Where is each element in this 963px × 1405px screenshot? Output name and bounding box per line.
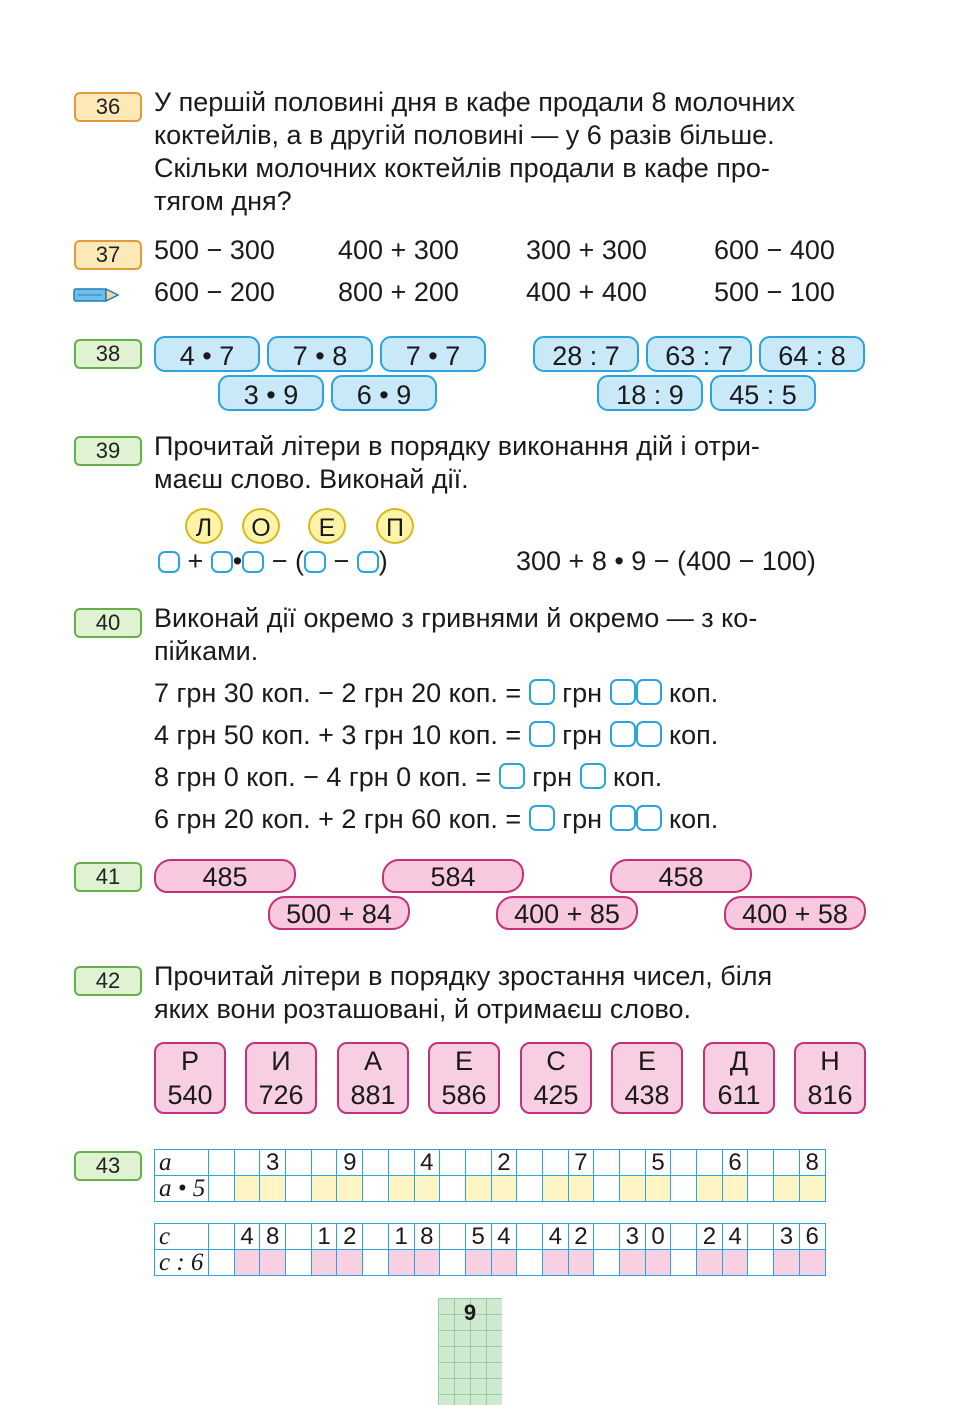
letter-circle: Л bbox=[185, 508, 223, 544]
exercise-40-text bbox=[154, 602, 874, 668]
expression-card: 7 • 7 bbox=[380, 336, 486, 372]
table-cell[interactable] bbox=[209, 1250, 235, 1276]
table-cell[interactable] bbox=[311, 1250, 337, 1276]
table-cell[interactable] bbox=[234, 1176, 260, 1202]
table-cell[interactable] bbox=[465, 1176, 491, 1202]
table-cell[interactable] bbox=[440, 1176, 466, 1202]
table-cell[interactable] bbox=[234, 1250, 260, 1276]
table-cell[interactable] bbox=[671, 1176, 697, 1202]
kop-label: коп. bbox=[613, 762, 663, 792]
row-label: a bbox=[155, 1150, 209, 1176]
exercise-number-37: 37 bbox=[74, 240, 142, 270]
letter-circle: П bbox=[376, 508, 414, 544]
table-cell bbox=[748, 1224, 774, 1250]
uah-label: грн bbox=[562, 678, 603, 708]
table-cell: 3 bbox=[774, 1224, 800, 1250]
answer-box[interactable] bbox=[580, 763, 606, 789]
card-number: 586 bbox=[441, 1080, 487, 1110]
table-cell[interactable] bbox=[337, 1176, 363, 1202]
table-cell: 3 bbox=[260, 1150, 286, 1176]
table-cell bbox=[209, 1150, 235, 1176]
table-cell: 1 bbox=[311, 1224, 337, 1250]
table-cell bbox=[363, 1150, 389, 1176]
table-cell[interactable] bbox=[388, 1250, 414, 1276]
table-cell[interactable] bbox=[671, 1250, 697, 1276]
card-letter: И bbox=[271, 1046, 291, 1076]
table-cell: 8 bbox=[414, 1224, 440, 1250]
page-number: 9 bbox=[463, 1300, 477, 1325]
card-letter: Е bbox=[454, 1046, 473, 1076]
page-number-box bbox=[438, 1298, 502, 1405]
table-cell[interactable] bbox=[774, 1250, 800, 1276]
expression-card: 400 + 85 bbox=[496, 896, 638, 930]
answer-box[interactable] bbox=[610, 721, 636, 747]
text-line: Прочитай літери в порядку зростання чисел, біля bbox=[154, 961, 773, 991]
expression: 500 − 300 bbox=[154, 235, 275, 265]
table-cell: 0 bbox=[645, 1224, 671, 1250]
exercise-36-text bbox=[154, 86, 874, 218]
expression-card: 28 : 7 bbox=[533, 336, 639, 372]
card-letter: Д bbox=[729, 1046, 749, 1076]
exercise-number-42: 42 bbox=[74, 966, 142, 996]
table-cell: 6 bbox=[799, 1224, 825, 1250]
division-table bbox=[154, 1223, 826, 1276]
row-label: c : 6 bbox=[155, 1250, 209, 1276]
exercise-42-text bbox=[154, 960, 874, 1026]
table-cell bbox=[594, 1224, 620, 1250]
number-card: 584 bbox=[382, 859, 524, 893]
money-expression: 7 грн 30 коп. − 2 грн 20 коп. = bbox=[154, 678, 522, 708]
letter-card bbox=[245, 1042, 317, 1114]
table-cell bbox=[286, 1150, 312, 1176]
table-cell bbox=[465, 1150, 491, 1176]
table-cell: 6 bbox=[722, 1150, 748, 1176]
table-cell[interactable] bbox=[440, 1250, 466, 1276]
card-letter: Р bbox=[180, 1046, 199, 1076]
money-row bbox=[154, 677, 718, 710]
table-cell[interactable] bbox=[799, 1250, 825, 1276]
letter-card bbox=[611, 1042, 683, 1114]
expression-card: 18 : 9 bbox=[597, 375, 703, 411]
answer-box[interactable] bbox=[610, 679, 636, 705]
table-cell: 4 bbox=[234, 1224, 260, 1250]
text-line: яких вони розташовані, й отримаєш слово. bbox=[154, 994, 692, 1024]
letter-circle: Е bbox=[308, 508, 346, 544]
table-cell: 1 bbox=[388, 1224, 414, 1250]
exercise-number-43: 43 bbox=[74, 1151, 142, 1181]
table-cell: 9 bbox=[337, 1150, 363, 1176]
number-card: 458 bbox=[610, 859, 752, 893]
card-number: 540 bbox=[167, 1080, 213, 1110]
expression-card: 63 : 7 bbox=[646, 336, 752, 372]
card-letter: С bbox=[546, 1046, 566, 1076]
money-expression: 4 грн 50 коп. + 3 грн 10 коп. = bbox=[154, 720, 522, 750]
table-cell[interactable] bbox=[594, 1176, 620, 1202]
table-cell[interactable] bbox=[568, 1250, 594, 1276]
row-label: c bbox=[155, 1224, 209, 1250]
expression-card: 6 • 9 bbox=[331, 375, 437, 411]
kop-label: коп. bbox=[669, 720, 719, 750]
answer-box[interactable] bbox=[357, 551, 379, 573]
expression: 600 − 200 bbox=[154, 277, 275, 307]
answer-box[interactable] bbox=[529, 679, 555, 705]
table-cell bbox=[286, 1224, 312, 1250]
table-cell[interactable] bbox=[645, 1250, 671, 1276]
letter-card bbox=[520, 1042, 592, 1114]
table-row bbox=[155, 1224, 826, 1250]
expression-card: 400 + 58 bbox=[724, 896, 866, 930]
table-cell[interactable] bbox=[286, 1250, 312, 1276]
expression: 800 + 200 bbox=[338, 277, 459, 307]
expression-card: 3 • 9 bbox=[218, 375, 324, 411]
table-cell: 4 bbox=[542, 1224, 568, 1250]
table-cell[interactable] bbox=[594, 1250, 620, 1276]
table-cell[interactable] bbox=[722, 1250, 748, 1276]
table-cell[interactable] bbox=[774, 1176, 800, 1202]
answer-box[interactable] bbox=[529, 721, 555, 747]
card-letter: Е bbox=[637, 1046, 656, 1076]
letter-card bbox=[154, 1042, 226, 1114]
table-cell[interactable] bbox=[748, 1176, 774, 1202]
text-line: пійками. bbox=[154, 636, 259, 666]
table-cell[interactable] bbox=[568, 1176, 594, 1202]
table-cell bbox=[542, 1150, 568, 1176]
expression: 400 + 400 bbox=[526, 277, 647, 307]
text-line: коктейлів, а в другій половині — у 6 разів більше. bbox=[154, 120, 775, 150]
table-cell[interactable] bbox=[542, 1176, 568, 1202]
answer-box[interactable] bbox=[242, 551, 264, 573]
expression-card: 500 + 84 bbox=[268, 896, 410, 930]
answer-box[interactable] bbox=[499, 763, 525, 789]
answer-box[interactable] bbox=[636, 805, 662, 831]
money-expression: 6 грн 20 коп. + 2 грн 60 коп. = bbox=[154, 804, 522, 834]
table-cell: 2 bbox=[697, 1224, 723, 1250]
letter-circle: О bbox=[242, 508, 280, 544]
table-cell: 4 bbox=[491, 1224, 517, 1250]
money-row bbox=[154, 803, 718, 836]
exercise-39-text bbox=[154, 430, 874, 496]
table-cell bbox=[748, 1150, 774, 1176]
table-cell bbox=[209, 1224, 235, 1250]
card-number: 425 bbox=[533, 1080, 579, 1110]
table-cell: 2 bbox=[491, 1150, 517, 1176]
letter-card bbox=[703, 1042, 775, 1114]
table-cell bbox=[517, 1150, 543, 1176]
row-label: a • 5 bbox=[155, 1176, 209, 1202]
text-line: маєш слово. Виконай дії. bbox=[154, 464, 469, 494]
letter-card bbox=[337, 1042, 409, 1114]
table-cell[interactable] bbox=[517, 1176, 543, 1202]
card-letter: А bbox=[363, 1046, 382, 1076]
table-row bbox=[155, 1250, 826, 1276]
table-cell[interactable] bbox=[697, 1250, 723, 1276]
table-cell bbox=[311, 1150, 337, 1176]
exercise-number-36: 36 bbox=[74, 92, 142, 122]
card-number: 726 bbox=[258, 1080, 304, 1110]
table-cell bbox=[440, 1224, 466, 1250]
table-cell: 7 bbox=[568, 1150, 594, 1176]
table-cell bbox=[697, 1150, 723, 1176]
table-cell[interactable] bbox=[491, 1176, 517, 1202]
uah-label: грн bbox=[562, 804, 603, 834]
order-template: + • − ( − ) bbox=[158, 545, 388, 578]
table-cell: 4 bbox=[414, 1150, 440, 1176]
table-cell[interactable] bbox=[542, 1250, 568, 1276]
table-cell[interactable] bbox=[748, 1250, 774, 1276]
uah-label: грн bbox=[532, 762, 572, 792]
expression: 400 + 300 bbox=[338, 235, 459, 265]
multiplication-table bbox=[154, 1149, 826, 1202]
exercise-number-39: 39 bbox=[74, 436, 142, 466]
answer-box[interactable] bbox=[211, 551, 233, 573]
expression: 300 + 8 • 9 − (400 − 100) bbox=[516, 546, 816, 576]
card-number: 816 bbox=[807, 1080, 853, 1110]
table-cell[interactable] bbox=[517, 1250, 543, 1276]
kop-label: коп. bbox=[669, 804, 719, 834]
exercise-number-38: 38 bbox=[74, 339, 142, 369]
table-cell[interactable] bbox=[799, 1176, 825, 1202]
answer-box[interactable] bbox=[529, 805, 555, 831]
table-cell[interactable] bbox=[620, 1250, 646, 1276]
table-row bbox=[155, 1150, 826, 1176]
table-cell: 2 bbox=[337, 1224, 363, 1250]
text-line: Скільки молочних коктейлів продали в кафе про- bbox=[154, 153, 770, 183]
answer-box[interactable] bbox=[304, 551, 326, 573]
table-cell bbox=[517, 1224, 543, 1250]
table-cell[interactable] bbox=[697, 1176, 723, 1202]
table-cell[interactable] bbox=[260, 1250, 286, 1276]
table-cell: 2 bbox=[568, 1224, 594, 1250]
expression: 500 − 100 bbox=[714, 277, 835, 307]
table-cell: 5 bbox=[465, 1224, 491, 1250]
expression-card: 45 : 5 bbox=[710, 375, 816, 411]
table-cell: 5 bbox=[645, 1150, 671, 1176]
table-cell: 8 bbox=[260, 1224, 286, 1250]
number-card: 485 bbox=[154, 859, 296, 893]
text-line: У першій половині дня в кафе продали 8 молочних bbox=[154, 87, 795, 117]
expression: 600 − 400 bbox=[714, 235, 835, 265]
answer-box[interactable] bbox=[610, 805, 636, 831]
table-cell bbox=[774, 1150, 800, 1176]
answer-box[interactable] bbox=[158, 551, 180, 573]
table-cell bbox=[440, 1150, 466, 1176]
table-cell[interactable] bbox=[645, 1176, 671, 1202]
table-cell bbox=[594, 1150, 620, 1176]
expression-card: 64 : 8 bbox=[759, 336, 865, 372]
table-cell[interactable] bbox=[388, 1176, 414, 1202]
exercise-number-41: 41 bbox=[74, 862, 142, 892]
text-line: Виконай дії окремо з гривнями й окремо — з ко- bbox=[154, 603, 758, 633]
table-cell[interactable] bbox=[260, 1176, 286, 1202]
table-cell bbox=[388, 1150, 414, 1176]
table-cell: 4 bbox=[722, 1224, 748, 1250]
answer-box[interactable] bbox=[636, 679, 662, 705]
table-cell[interactable] bbox=[491, 1250, 517, 1276]
card-number: 611 bbox=[717, 1080, 761, 1110]
table-cell[interactable] bbox=[363, 1250, 389, 1276]
card-number: 881 bbox=[350, 1080, 396, 1110]
exercise-number-40: 40 bbox=[74, 608, 142, 638]
table-cell bbox=[363, 1224, 389, 1250]
table-cell[interactable] bbox=[414, 1176, 440, 1202]
card-number: 438 bbox=[624, 1080, 670, 1110]
table-cell[interactable] bbox=[209, 1176, 235, 1202]
answer-box[interactable] bbox=[636, 721, 662, 747]
table-cell bbox=[671, 1224, 697, 1250]
letter-card bbox=[794, 1042, 866, 1114]
table-cell[interactable] bbox=[722, 1176, 748, 1202]
table-cell: 8 bbox=[799, 1150, 825, 1176]
uah-label: грн bbox=[562, 720, 603, 750]
table-cell bbox=[620, 1150, 646, 1176]
letter-card bbox=[428, 1042, 500, 1114]
text-line: Прочитай літери в порядку виконання дій і отри- bbox=[154, 431, 760, 461]
table-cell[interactable] bbox=[620, 1176, 646, 1202]
money-row bbox=[154, 719, 718, 752]
table-cell bbox=[671, 1150, 697, 1176]
money-expression: 8 грн 0 коп. − 4 грн 0 коп. = bbox=[154, 762, 492, 792]
table-cell[interactable] bbox=[337, 1250, 363, 1276]
kop-label: коп. bbox=[669, 678, 719, 708]
table-cell bbox=[234, 1150, 260, 1176]
expression-card: 4 • 7 bbox=[154, 336, 260, 372]
expression-card: 7 • 8 bbox=[267, 336, 373, 372]
table-row bbox=[155, 1176, 826, 1202]
table-cell[interactable] bbox=[286, 1176, 312, 1202]
expression: 300 + 300 bbox=[526, 235, 647, 265]
card-letter: Н bbox=[820, 1046, 840, 1076]
table-cell[interactable] bbox=[465, 1250, 491, 1276]
table-cell[interactable] bbox=[311, 1176, 337, 1202]
pencil-icon bbox=[72, 285, 122, 305]
money-row bbox=[154, 761, 662, 794]
table-cell: 3 bbox=[620, 1224, 646, 1250]
table-cell[interactable] bbox=[414, 1250, 440, 1276]
text-line: тягом дня? bbox=[154, 186, 292, 216]
table-cell[interactable] bbox=[363, 1176, 389, 1202]
